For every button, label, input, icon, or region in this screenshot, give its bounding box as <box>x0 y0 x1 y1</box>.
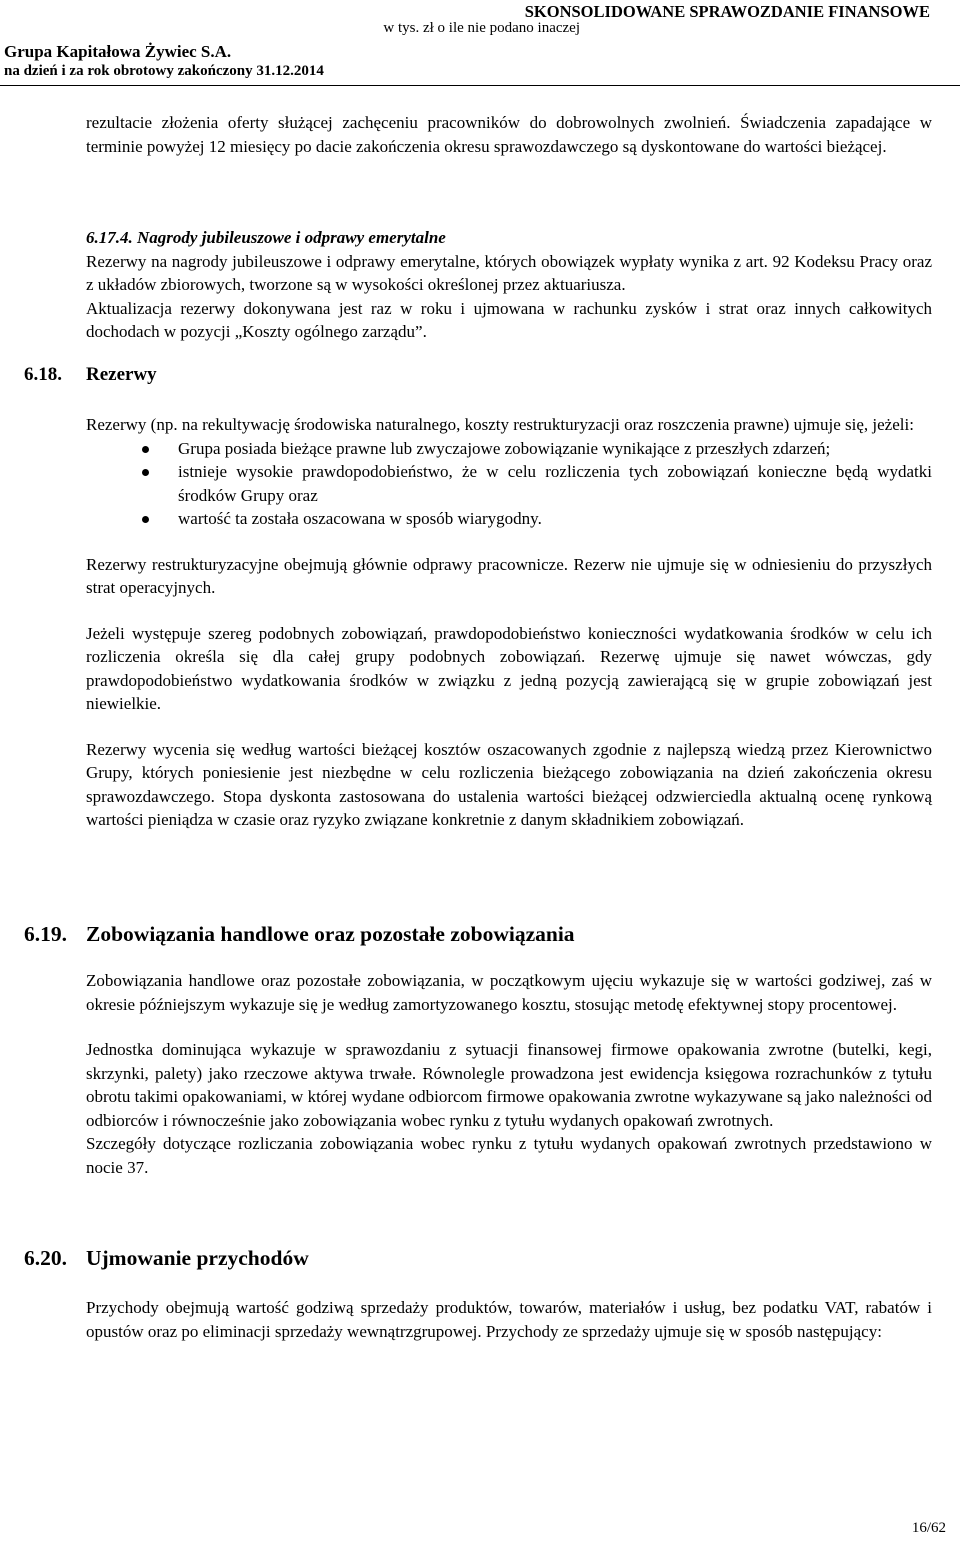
reporting-period: na dzień i za rok obrotowy zakończony 31.12.2014 <box>4 63 324 79</box>
paragraph: Rezerwy restrukturyzacyjne obejmują głównie odprawy pracownicze. Rezerw nie ujmuje się w odniesieniu do przyszłych strat operacyjnych. <box>86 554 932 597</box>
paragraph: Aktualizacja rezerwy dokonywana jest raz w roku i ujmowana w rachunku zysków i strat oraz innych całkowitych dochodach w pozycji „Koszty ogólnego zarządu”. <box>86 298 932 341</box>
paragraph: Jednostka dominująca wykazuje w sprawozdaniu z sytuacji finansowej firmowe opakowania zwrotne (butelki, kegi, skrzynki, palety) jako rzeczowe aktywa trwałe. Równolegle prowadzona jest ewidencja księgowa rozrachunków z tytułu obrotu takimi opakowaniami, w której wydane odbiorcom firmowe opakowania zwrotne wykazywane są jako należności od odbiorców i równocześnie jako zobowiązania wobec rynku z tytułu wydanych opakowań zwrotnych. <box>86 1040 932 1130</box>
intro-paragraph: rezultacie złożenia oferty służącej zachęceniu pracowników do dobrowolnych zwolnień. Świadczenia zapadające w terminie powyżej 12 miesięcy po dacie zakończenia okresu sprawozdawczego są dyskontowane do wartości bieżącej. <box>86 113 932 156</box>
section-6-18 <box>86 413 932 832</box>
paragraph: Rezerwy wycenia się według wartości bieżącej kosztów oszacowanych zgodnie z najlepszą wiedzą przez Kierownictwo Grupy, których poniesienie jest niezbędne w celu rozliczenia bieżącego zobowiązania na dzień zakończenia okresu sprawozdawczego. Stopa dyskonta zastosowana do ustalenia wartości bieżącej odzwierciedla aktualną ocenę rynkową wartości pieniądza w czasie oraz ryzyko związane konkretnie z danym składnikiem zobowiązań. <box>86 739 932 829</box>
subsection-heading: 6.17.4. Nagrody jubileuszowe i odprawy emerytalne <box>86 228 446 247</box>
section-6-17-4 <box>86 226 932 344</box>
list-item-text: wartość ta została oszacowana w sposób wiarygodny. <box>178 509 542 528</box>
page-number: 16/62 <box>911 1520 946 1536</box>
section-heading-6-19 <box>24 922 575 947</box>
section-number: 6.20. <box>24 1246 67 1270</box>
paragraph: Zobowiązania handlowe oraz pozostałe zobowiązania, w początkowym ujęciu wykazuje się w wartości godziwej, zaś w okresie późniejszym wykazuje się je według zamortyzowanego kosztu, stosując metodę efektywnej stopy procentowej. <box>86 971 932 1014</box>
section-6-20 <box>86 1296 932 1343</box>
paragraph: Rezerwy na nagrody jubileuszowe i odprawy emerytalne, których obowiązek wypłaty wynika z art. 92 Kodeksu Pracy oraz z układów zbiorowych, tworzone są w wysokości określonej przez aktuariusza. <box>86 251 932 294</box>
header-divider <box>0 85 960 86</box>
company-name: Grupa Kapitałowa Żywiec S.A. <box>4 42 232 61</box>
bullet-icon <box>142 446 149 453</box>
list-item-text: istnieje wysokie prawdopodobieństwo, że w celu rozliczenia tych zobowiązań konieczne będą wydatki środków Grupy oraz <box>178 462 932 505</box>
paragraph: Jeżeli występuje szereg podobnych zobowiązań, prawdopodobieństwo konieczności wydatkowania środków w celu ich rozliczenia określa się dla całej grupy podobnych zobowiązań. Rezerwę ujmuje się nawet wówczas, gdy prawdopodobieństwo wydatkowania środków w związku z jedną pozycją zawierającą się w grupie zobowiązań jest niewielkie. <box>86 623 932 713</box>
units-note: w tys. zł o ile nie podano inaczej <box>383 20 580 36</box>
section-title: Ujmowanie przychodów <box>86 1246 309 1270</box>
list-item-text: Grupa posiada bieżące prawne lub zwyczajowe zobowiązanie wynikające z przeszłych zdarzeń; <box>178 438 831 458</box>
list-item <box>86 460 932 507</box>
bullet-icon <box>142 516 149 523</box>
intro-block <box>86 111 932 158</box>
paragraph: Przychody obejmują wartość godziwą sprzedaży produktów, towarów, materiałów i usług, bez podatku VAT, rabatów i opustów oraz po eliminacji sprzedaży wewnątrzgrupowej. Przychody ze sprzedaży ujmuje się w sposób następujący: <box>86 1298 932 1341</box>
section-number: 6.18. <box>24 364 62 385</box>
section-6-19 <box>86 969 932 1179</box>
bullet-list <box>86 437 932 531</box>
report-title: SKONSOLIDOWANE SPRAWOZDANIE FINANSOWE <box>524 2 930 21</box>
section-heading-6-18 <box>24 364 157 386</box>
bullet-icon <box>142 469 149 476</box>
list-item <box>86 437 932 461</box>
paragraph: Szczegóły dotyczące rozliczania zobowiązania wobec rynku z tytułu wydanych opakowań zwrotnych przedstawiono w nocie 37. <box>86 1134 932 1177</box>
section-number: 6.19. <box>24 922 67 946</box>
paragraph: Rezerwy (np. na rekultywację środowiska naturalnego, koszty restrukturyzacji oraz roszczenia prawne) ujmuje się, jeżeli: <box>86 415 914 434</box>
list-item <box>86 507 932 531</box>
section-title: Zobowiązania handlowe oraz pozostałe zobowiązania <box>86 922 575 946</box>
section-title: Rezerwy <box>86 364 157 385</box>
section-heading-6-20 <box>24 1246 309 1271</box>
